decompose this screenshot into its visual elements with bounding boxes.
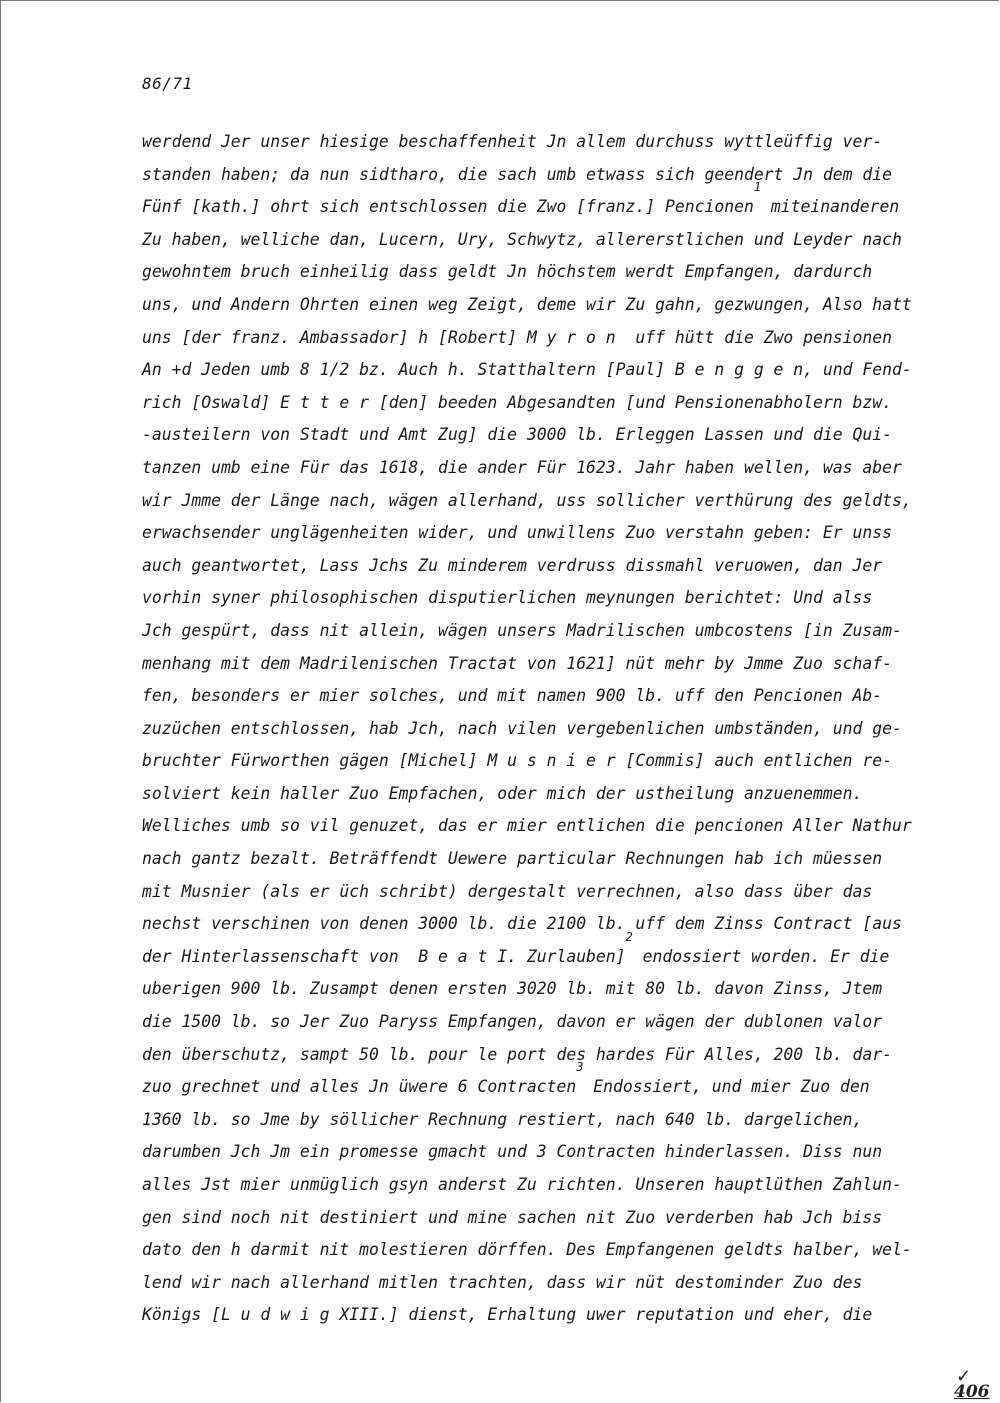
text-line: [142, 126, 932, 159]
text-line: [142, 517, 932, 550]
text-line: [142, 680, 932, 713]
text-line: [142, 973, 932, 1006]
archive-number: 406: [954, 1382, 990, 1402]
text-segment: bruchter Fürworthen gägen [Michel] M u s n i e r [Commis] auch entlichen re-: [142, 751, 892, 771]
text-line: [142, 159, 932, 195]
text-line: [142, 1104, 932, 1137]
text-segment: mit Musnier (als er üch schribt) dergestalt verrechnen, also dass über das: [142, 881, 873, 901]
text-line: [142, 180, 932, 224]
text-segment: endossiert worden. Er die: [632, 946, 890, 966]
text-segment: Königs [L u d w i g XIII.] dienst, Erhaltung uwer reputation und eher, die: [142, 1305, 873, 1325]
text-segment: erwachsender unglägenheiten wider, und unwillens Zuo verstahn geben: Er unss: [142, 523, 892, 543]
text-line: [142, 256, 932, 289]
text-segment: -austeilern von Stadt und Amt Zug] die 3000 lb. Erleggen Lassen und die Qui-: [142, 425, 892, 445]
text-line: [142, 843, 932, 876]
text-segment: solviert kein haller Zuo Empfachen, oder mich der ustheilung anzuenemmen.: [142, 783, 863, 803]
text-line: [142, 745, 932, 778]
text-segment: 1360 lb. so Jme by söllicher Rechnung restiert, nach 640 lb. dargelichen,: [142, 1109, 863, 1129]
text-segment: Endossiert, und mier Zuo den: [583, 1077, 870, 1097]
text-line: [142, 810, 932, 843]
text-line: [142, 1060, 932, 1104]
footnote-marker: 3: [576, 1060, 584, 1075]
text-line: [142, 354, 932, 387]
text-segment: miteinanderen: [761, 197, 900, 217]
text-line: [142, 387, 932, 420]
text-line: [142, 1267, 932, 1300]
text-segment: uns [der franz. Ambassador] h [Robert] M y r o n uff hütt die Zwo pensionen: [142, 327, 892, 347]
text-line: [142, 648, 932, 681]
text-segment: Jch gespürt, dass nit allein, wägen unsers Madrilischen umbcostens [in Zusam-: [142, 620, 902, 640]
text-segment: An +d Jeden umb 8 1/2 bz. Auch h. Statthaltern [Paul] B e n g g e n, und Fend-: [142, 360, 912, 380]
text-segment: rich [Oswald] E t t e r [den] beeden Abgesandten [und Pensionenabholern bzw.: [142, 392, 892, 412]
footnote-marker: 2: [625, 929, 633, 944]
text-segment: nechst verschinen von denen 3000 lb. die 2100 lb. uff dem Zinss Contract [aus: [142, 914, 902, 934]
text-line: [142, 615, 932, 648]
text-line: [142, 713, 932, 746]
text-line: [142, 550, 932, 583]
text-line: [142, 908, 932, 941]
footnote-marker: 1: [753, 180, 762, 195]
text-segment: darumben Jch Jm ein promesse gmacht und 3 Contracten hinderlassen. Diss nun: [142, 1142, 883, 1162]
text-line: [142, 289, 932, 322]
text-segment: werdend Jer unser hiesige beschaffenheit Jn allem durchuss wyttleüffig ver-: [142, 132, 883, 151]
text-line: [142, 1006, 932, 1039]
text-line: [142, 224, 932, 257]
text-line: [142, 1136, 932, 1169]
document-body: [142, 126, 932, 1332]
text-segment: der Hinterlassenschaft von B e a t I. Zurlauben]: [142, 946, 626, 966]
text-segment: gen sind noch nit destiniert und mine sachen nit Zuo verderben hab Jch biss: [142, 1207, 883, 1227]
page-number: 86/71: [142, 74, 193, 93]
text-segment: zuzüchen entschlossen, hab Jch, nach vilen vergebenlichen umbständen, und ge-: [142, 718, 902, 738]
text-line: [142, 452, 932, 485]
text-segment: tanzen umb eine Für das 1618, die ander Für 1623. Jahr haben wellen, was aber: [142, 457, 902, 477]
text-line: [142, 485, 932, 518]
text-segment: Welliches umb so vil genuzet, das er mier entlichen die pencionen Aller Nathur: [142, 816, 912, 836]
text-segment: auch geantwortet, Lass Jchs Zu minderem verdruss dissmahl veruowen, dan Jer: [142, 555, 883, 575]
text-line: [142, 1299, 932, 1332]
text-line: [142, 1234, 932, 1267]
text-line: [142, 876, 932, 909]
text-line: [142, 929, 932, 974]
text-line: [142, 419, 932, 452]
text-line: [142, 1039, 932, 1075]
text-line: [142, 582, 932, 615]
text-line: [142, 1202, 932, 1235]
text-segment: alles Jst mier unmüglich gsyn anderst Zu richten. Unseren hauptlüthen Zahlun-: [142, 1175, 902, 1194]
text-segment: Fünf [kath.] ohrt sich entschlossen die Zwo [franz.] Pencionen: [142, 197, 754, 217]
text-line: [142, 322, 932, 355]
text-segment: wir Jmme der Länge nach, wägen allerhand, uss sollicher verthürung des geldts,: [142, 490, 912, 510]
text-segment: Zu haben, welliche dan, Lucern, Ury, Schwytz, allererstlichen und Leyder nach: [142, 229, 902, 249]
text-segment: standen haben; da nun sidtharo, die sach umb etwass sich geendert Jn dem die: [142, 164, 892, 184]
text-line: [142, 778, 932, 811]
text-segment: nach gantz bezalt. Beträffendt Uewere particular Rechnungen hab ich müessen: [142, 849, 883, 869]
text-segment: uns, und Andern Ohrten einen weg Zeigt, deme wir Zu gahn, gezwungen, Also hatt: [142, 294, 912, 314]
text-line: [142, 1169, 932, 1202]
text-segment: dato den h darmit nit molestieren dörffen. Des Empfangenen geldts halber, wel-: [142, 1240, 912, 1260]
checkmark-icon: ✓: [956, 1366, 972, 1387]
text-segment: den überschutz, sampt 50 lb. pour le port des hardes Für Alles, 200 lb. dar-: [142, 1044, 892, 1064]
text-segment: menhang mit dem Madrilenischen Tractat von 1621] nüt mehr by Jmme Zuo schaf-: [142, 653, 892, 673]
text-segment: gewohntem bruch einheilig dass geldt Jn höchstem werdt Empfangen, dardurch: [142, 262, 873, 282]
text-segment: die 1500 lb. so Jer Zuo Paryss Empfangen, davon er wägen der dublonen valor: [142, 1012, 883, 1032]
text-segment: zuo grechnet und alles Jn üwere 6 Contracten: [142, 1077, 577, 1097]
text-segment: uberigen 900 lb. Zusampt denen ersten 3020 lb. mit 80 lb. davon Zinss, Jtem: [142, 979, 883, 999]
text-segment: lend wir nach allerhand mitlen trachten, dass wir nüt destominder Zuo des: [142, 1272, 863, 1292]
text-segment: fen, besonders er mier solches, und mit namen 900 lb. uff den Pencionen Ab-: [142, 686, 883, 706]
text-segment: vorhin syner philosophischen disputierlichen meynungen berichtet: Und alss: [142, 588, 873, 608]
